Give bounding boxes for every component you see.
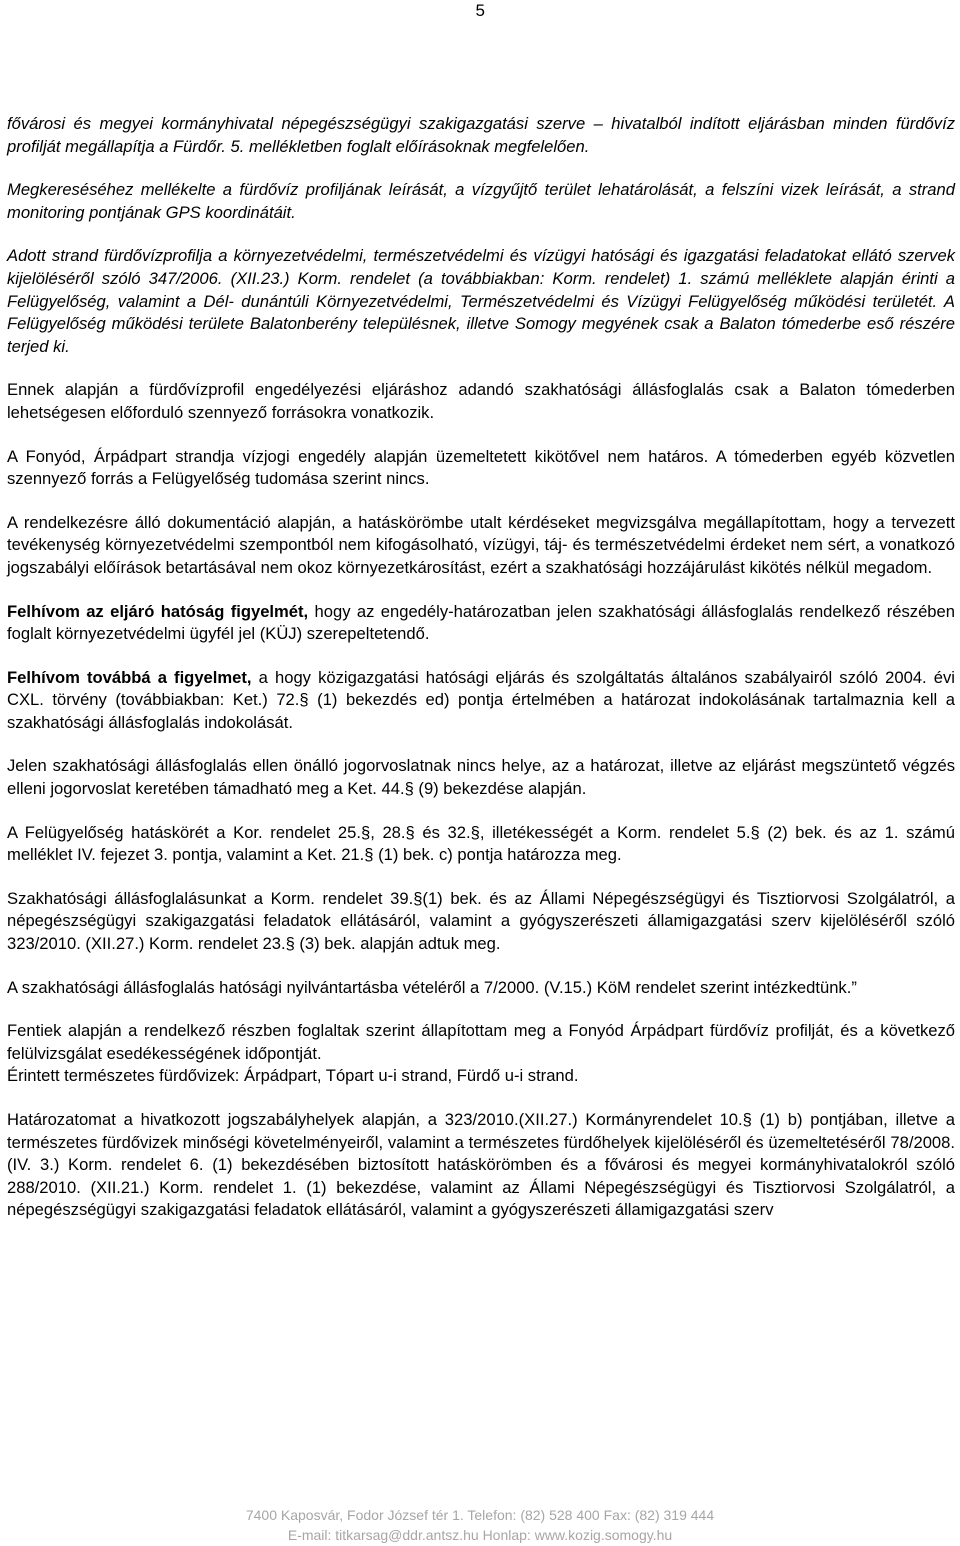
footer-contact: E-mail: titkarsag@ddr.antsz.hu Honlap: www.kozig.somogy.hu bbox=[287, 1527, 673, 1543]
paragraph: Megkereséséhez mellékelte a fürdővíz profiljának leírását, a vízgyűjtő terület lehatárolását, a felszíni vizek leírását, a strand monitoring pontjának GPS koordinátáit. bbox=[7, 180, 955, 222]
paragraph: Ennek alapján a fürdővízprofil engedélyezési eljáráshoz adandó szakhatósági állásfoglalás csak a Balaton tómederben lehetségesen előforduló szennyező forrásokra vonatkozik. bbox=[7, 380, 955, 422]
paragraph bbox=[7, 667, 955, 735]
paragraph: Érintett természetes fürdővizek: Árpádpart, Tópart u-i strand, Fürdő u-i strand. bbox=[7, 1066, 579, 1086]
document-body bbox=[7, 113, 955, 1243]
paragraph: fővárosi és megyei kormányhivatal népegészségügyi szakigazgatási szerve – hivatalból indított eljárásban minden fürdővíz profilját megállapítja a Fürdőr. 5. mellékletben foglalt előírásoknak megfelelően. bbox=[7, 114, 955, 156]
paragraph-text: hogy az engedély-határozatban jelen szakhatósági állásfoglalás rendelkező részében foglalt környezetvédelmi ügyfél jel (KÜJ) szerepeltetendő. bbox=[7, 601, 955, 644]
page-number bbox=[0, 0, 960, 22]
paragraph: A szakhatósági állásfoglalás hatósági nyilvántartásba vételéről a 7/2000. (V.15.) KöM rendelet szerint intézkedtünk.” bbox=[7, 977, 857, 997]
paragraph: A rendelkezésre álló dokumentáció alapján, a hatáskörömbe utalt kérdéseket megvizsgálva megállapítottam, hogy a tervezett tevékenység környezetvédelmi szempontból nem kifogásolható, vízügyi, táj- és természetvédelmi érdeket nem sért, a vonatkozó jogszabályi előírások betartásával nem okoz környezetkárosítást, ezért a szakhatósági hozzájárulást kikötés nélkül megadom. bbox=[7, 512, 955, 577]
paragraph: Jelen szakhatósági állásfoglalás ellen önálló jogorvoslatnak nincs helye, az a határozat, illetve az eljárást megszüntető végzés elleni jogorvoslat keretében támadható meg a Ket. 44.§ (9) bekezdése alapján. bbox=[7, 756, 955, 799]
paragraph: A Felügyelőség hatáskörét a Kor. rendelet 25.§, 28.§ és 32.§, illetékességét a Korm. rendelet 5.§ (2) bek. és az 1. számú melléklet IV. fejezet 3. pontja, valamint a Ket. 21.§ (1) bek. c) pontja határozza meg. bbox=[7, 822, 955, 865]
footer-address: 7400 Kaposvár, Fodor József tér 1. Telefon: (82) 528 400 Fax: (82) 319 444 bbox=[245, 1507, 715, 1523]
paragraph-text: a hogy közigazgatási hatósági eljárás és szolgáltatás általános szabályairól szóló 2004. évi CXL. törvény (továbbiakban: Ket.) 72.§ (1) bekezdés ed) pontja értelmében a határozat indokolásának tartalmaznia kell a szakhatósági állásfoglalás indokolását. bbox=[7, 667, 955, 732]
page-number-text: 5 bbox=[475, 1, 485, 20]
paragraph bbox=[7, 601, 955, 646]
paragraph: Szakhatósági állásfoglalásunkat a Korm. rendelet 39.§(1) bek. és az Állami Népegészségügyi és Tisztiorvosi Szolgálatról, a népegészségügyi szakigazgatási feladatok ellátásáról, valamint a gyógyszerészeti államigazgatási szerv kijelöléséről szóló 323/2010. (XII.27.) Korm. rendelet 23.§ (3) bek. alapján adtuk meg. bbox=[7, 888, 955, 954]
paragraph: Határozatomat a hivatkozott jogszabályhelyek alapján, a 323/2010.(XII.27.) Kormányrendelet 10.§ (1) b) pontjában, illetve a természetes fürdővizek minőségi követelményeiről, valamint a természetes fürdőhelyek kijelöléséről és üzemeltetéséről 78/2008. (IV. 3.) Korm. rendelet 6. (1) bekezdésében biztosított hatáskörömben és a fővárosi és megyei kormányhivatalokról szóló 288/2010. (XII.21.) Korm. rendelet 1. (1) bekezdése, valamint az Állami Népegészségügyi és Tisztiorvosi Szolgálatról, a népegészségügyi szakigazgatási feladatok ellátásáról, valamint a gyógyszerészeti államigazgatási szerv bbox=[7, 1110, 955, 1220]
paragraph: Adott strand fürdővízprofilja a környezetvédelmi, természetvédelmi és vízügyi hatósági és igazgatási feladatokat ellátó szervek kijelöléséről szóló 347/2006. (XII.23.) Korm. rendelet (a továbbiakban: Korm. rendelet) 1. számú melléklete alapján érinti a Felügyelőség, valamint a Dél- dunántúli Környezetvédelmi, Természetvédelmi és Vízügyi Felügyelőség működési területét. A Felügyelőség működési területe Balatonberény településnek, illetve Somogy megyének csak a Balaton tómederbe eső részére terjed ki. bbox=[7, 246, 955, 356]
paragraph: A Fonyód, Árpádpart strandja vízjogi engedély alapján üzemeltetett kikötővel nem határos. A tómederben egyéb közvetlen szennyező forrás a Felügyelőség tudomása szerint nincs. bbox=[7, 446, 955, 489]
paragraph: Fentiek alapján a rendelkező részben foglaltak szerint állapítottam meg a Fonyód Árpádpart fürdővíz profilját, és a következő felülvizsgálat esedékességének időpontját. bbox=[7, 1021, 955, 1063]
paragraph-lead: Felhívom az eljáró hatóság figyelmét, bbox=[7, 601, 309, 621]
paragraph-lead: Felhívom továbbá a figyelmet, bbox=[7, 667, 252, 687]
